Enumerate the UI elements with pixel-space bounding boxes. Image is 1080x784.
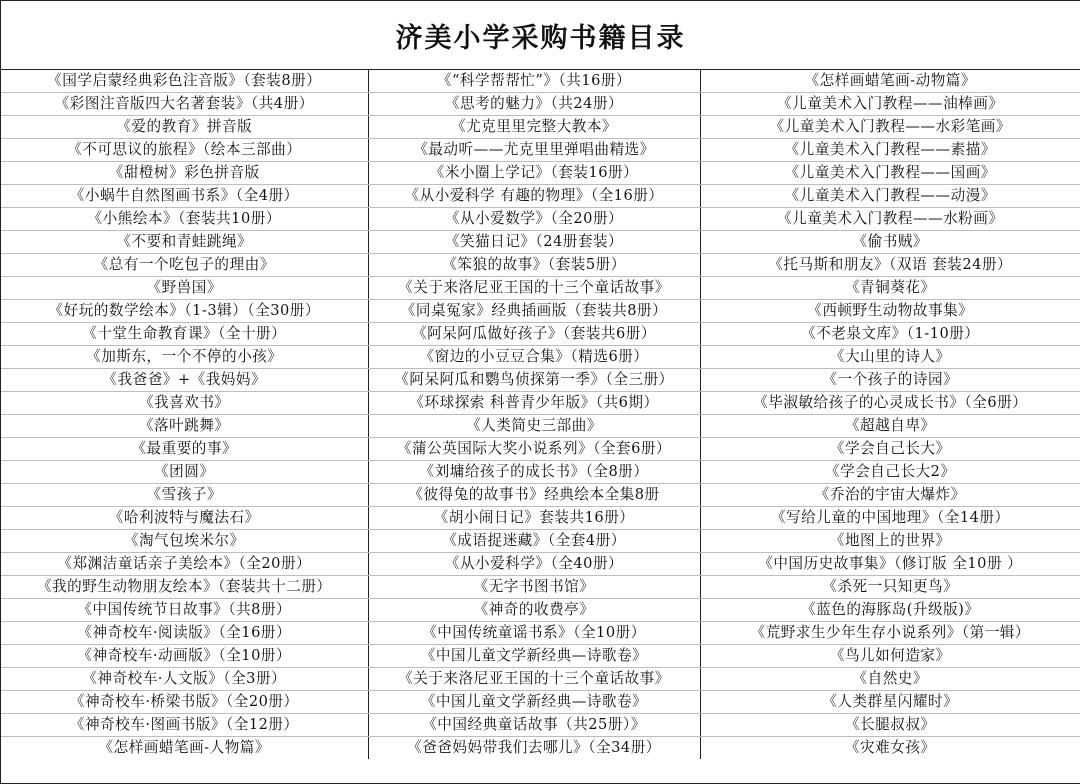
book-title-cell: 《阿呆阿瓜做好孩子》（套装共6册） [368, 323, 700, 346]
book-title-cell: 《毕淑敏给孩子的心灵成长书》（全6册） [700, 392, 1080, 415]
table-row [1, 461, 1080, 484]
book-title-cell: 《神奇校车·阅读版》（全16册） [1, 622, 368, 645]
book-title-cell: 《中国经典童话故事（共25册）》 [368, 714, 700, 737]
table-row [1, 415, 1080, 438]
table-row [1, 737, 1080, 760]
book-title-cell: 《笑猫日记》（24册套装） [368, 231, 700, 254]
table-row [1, 139, 1080, 162]
book-title-cell: 《加斯东，一个不停的小孩》 [1, 346, 368, 369]
book-title-cell: 《十堂生命教育课》（全十册） [1, 323, 368, 346]
book-title-cell: 《甜橙树》彩色拼音版 [1, 162, 368, 185]
book-title-cell: 《胡小闹日记》套装共16册） [368, 507, 700, 530]
book-title-cell: 《地图上的世界》 [700, 530, 1080, 553]
table-row [1, 185, 1080, 208]
table-row [1, 645, 1080, 668]
book-title-cell: 《小蜗牛自然图画书系》（全4册） [1, 185, 368, 208]
book-title-cell: 《雪孩子》 [1, 484, 368, 507]
book-title-cell: 《从小爱科学》（全40册） [368, 553, 700, 576]
book-title-cell: 《不可思议的旅程》（绘本三部曲） [1, 139, 368, 162]
book-title-cell: 《中国儿童文学新经典—诗歌卷》 [368, 645, 700, 668]
book-title-cell: 《儿童美术入门教程——动漫》 [700, 185, 1080, 208]
book-title-cell: 《托马斯和朋友》（双语 套装24册） [700, 254, 1080, 277]
book-title-cell: 《儿童美术入门教程——油棒画》 [700, 93, 1080, 116]
table-row [1, 668, 1080, 691]
book-title-cell: 《神奇校车·人文版》（全3册） [1, 668, 368, 691]
book-title-cell: 《同桌冤家》经典插画版（套装共8册） [368, 300, 700, 323]
book-title-cell: 《儿童美术入门教程——水粉画》 [700, 208, 1080, 231]
table-row [1, 70, 1080, 93]
book-title-cell: 《彩图注音版四大名著套装》（共4册） [1, 93, 368, 116]
book-title-cell: 《好玩的数学绘本》（1-3辑）（全30册） [1, 300, 368, 323]
book-title-cell: 《最重要的事》 [1, 438, 368, 461]
book-title-cell: 《灾难女孩》 [844, 739, 936, 757]
book-title-cell: 《成语捉迷藏》（全套4册） [368, 530, 700, 553]
book-title-cell: 《我喜欢书》 [1, 392, 368, 415]
table-row [1, 530, 1080, 553]
book-title-cell: 《大山里的诗人》 [700, 346, 1080, 369]
book-title-cell: 《一个孩子的诗园》 [700, 369, 1080, 392]
table-row [1, 254, 1080, 277]
page-title: 济美小学采购书籍目录 [1, 1, 1080, 70]
table-row [1, 622, 1080, 645]
book-title-cell: 《怎样画蜡笔画-动物篇》 [700, 70, 1080, 93]
book-title-cell: 《哈利波特与魔法石》 [1, 507, 368, 530]
book-title-cell: 《偷书贼》 [700, 231, 1080, 254]
book-title-cell: 《儿童美术入门教程——素描》 [700, 139, 1080, 162]
book-title-cell: 《中国传统节日故事》（共8册） [1, 599, 368, 622]
book-title-cell: 《不要和青蛙跳绳》 [1, 231, 368, 254]
table-row [1, 576, 1080, 599]
table-row [1, 599, 1080, 622]
book-title-cell: 《西顿野生动物故事集》 [700, 300, 1080, 323]
book-title-cell: 《最动听——尤克里里弹唱曲精选》 [368, 139, 700, 162]
book-catalog-table [1, 70, 1080, 759]
table-row [1, 93, 1080, 116]
book-title-cell: 《尤克里里完整大教本》 [368, 116, 700, 139]
book-title-cell: 《长腿叔叔》 [700, 714, 1080, 737]
table-row [1, 714, 1080, 737]
book-title-cell: 《神奇的收费亭》 [368, 599, 700, 622]
book-title-cell: 《国学启蒙经典彩色注音版》（套装8册） [1, 70, 368, 93]
catalog-body [1, 70, 1080, 759]
book-title-cell: 《人类群星闪耀时》 [700, 691, 1080, 714]
book-title-cell: 《团圆》 [1, 461, 368, 484]
book-title-cell: 《小熊绘本》（套装共10册） [1, 208, 368, 231]
table-row [1, 162, 1080, 185]
book-title-cell: 《青铜葵花》 [700, 277, 1080, 300]
book-title-cell: 《爱的教育》拼音版 [1, 116, 368, 139]
book-title-cell: 《神奇校车·图画书版》（全12册） [1, 714, 368, 737]
book-title-cell: 《鸟儿如何造家》 [700, 645, 1080, 668]
book-title-cell: 《郑渊洁童话亲子美绘本》（全20册） [1, 553, 368, 576]
book-title-cell: 《学会自己长大2》 [700, 461, 1080, 484]
book-title-cell: 《不老泉文库》（1-10册） [700, 323, 1080, 346]
book-title-cell: 《儿童美术入门教程——水彩笔画》 [700, 116, 1080, 139]
book-title-cell: 《荒野求生少年生存小说系列》（第一辑） [700, 622, 1080, 645]
book-title-cell: 《人类简史三部曲》 [368, 415, 700, 438]
book-title-cell: 《自然史》 [700, 668, 1080, 691]
table-row [1, 438, 1080, 461]
book-title-cell: 《彼得兔的故事书》经典绘本全集8册 [368, 484, 700, 507]
table-row [1, 300, 1080, 323]
table-row [1, 323, 1080, 346]
book-title-cell: 《“科学帮帮忙”》（共16册） [368, 70, 700, 93]
book-title-cell: 《刘墉给孩子的成长书》（全8册） [368, 461, 700, 484]
book-title-cell: 《阿呆阿瓜和鹦鸟侦探第一季》（全三册） [368, 369, 700, 392]
book-title-cell: 《无字书图书馆》 [368, 576, 700, 599]
book-title-cell: 《我爸爸》+《我妈妈》 [1, 369, 368, 392]
book-title-cell: 《环球探索 科普青少年版》（共6期） [368, 392, 700, 415]
book-title-cell: 《中国儿童文学新经典—诗歌卷》 [368, 691, 700, 714]
book-title-cell: 《关于来洛尼亚王国的十三个童话故事》 [368, 277, 700, 300]
table-row [1, 208, 1080, 231]
book-title-cell: 《蓝色的海豚岛(升级版)》 [700, 599, 1080, 622]
book-title-cell: 《淘气包埃米尔》 [1, 530, 368, 553]
book-title-cell: 《关于来洛尼亚王国的十三个童话故事》 [368, 668, 700, 691]
book-title-cell: 《乔治的宇宙大爆炸》 [700, 484, 1080, 507]
table-row [1, 507, 1080, 530]
table-row [1, 116, 1080, 139]
book-title-cell: 《儿童美术入门教程——国画》 [700, 162, 1080, 185]
book-title-cell: 《落叶跳舞》 [1, 415, 368, 438]
book-title-cell: 《笨狼的故事》（套装5册） [368, 254, 700, 277]
table-row [1, 369, 1080, 392]
book-title-cell: 《中国传统童谣书系》（全10册） [368, 622, 700, 645]
book-title-cell: 《窗边的小豆豆合集》（精选6册） [368, 346, 700, 369]
book-title-cell: 《杀死一只知更鸟》 [700, 576, 1080, 599]
book-title-cell: 《从小爱科学 有趣的物理》（全16册） [368, 185, 700, 208]
table-row [1, 277, 1080, 300]
book-title-cell: 《从小爱数学》（全20册） [368, 208, 700, 231]
book-title-cell: 《中国历史故事集》（修订版 全10册 ） [700, 553, 1080, 576]
book-title-cell: 《超越自卑》 [700, 415, 1080, 438]
table-row [1, 231, 1080, 254]
table-row [1, 392, 1080, 415]
book-title-cell: 《思考的魅力》（共24册） [368, 93, 700, 116]
book-title-cell: 《学会自己长大》 [700, 438, 1080, 461]
table-row [1, 346, 1080, 369]
book-title-cell: 《蒲公英国际大奖小说系列》（全套6册） [368, 438, 700, 461]
book-title-cell: 《爸爸妈妈带我们去哪儿》（全34册） [368, 737, 700, 760]
table-row [1, 484, 1080, 507]
book-title-cell: 《总有一个吃包子的理由》 [1, 254, 368, 277]
table-row [1, 691, 1080, 714]
book-title-cell: 《神奇校车·动画版》（全10册） [1, 645, 368, 668]
book-title-cell: 《怎样画蜡笔画-人物篇》 [1, 737, 368, 760]
table-row [1, 553, 1080, 576]
book-title-cell: 《我的野生动物朋友绘本》（套装共十二册） [1, 576, 368, 599]
book-title-cell: 《米小圈上学记》（套装16册） [368, 162, 700, 185]
book-title-cell: 《神奇校车·桥梁书版》（全20册） [1, 691, 368, 714]
book-title-cell: 《野兽国》 [1, 277, 368, 300]
book-title-cell: 《写给儿童的中国地理》（全14册） [700, 507, 1080, 530]
